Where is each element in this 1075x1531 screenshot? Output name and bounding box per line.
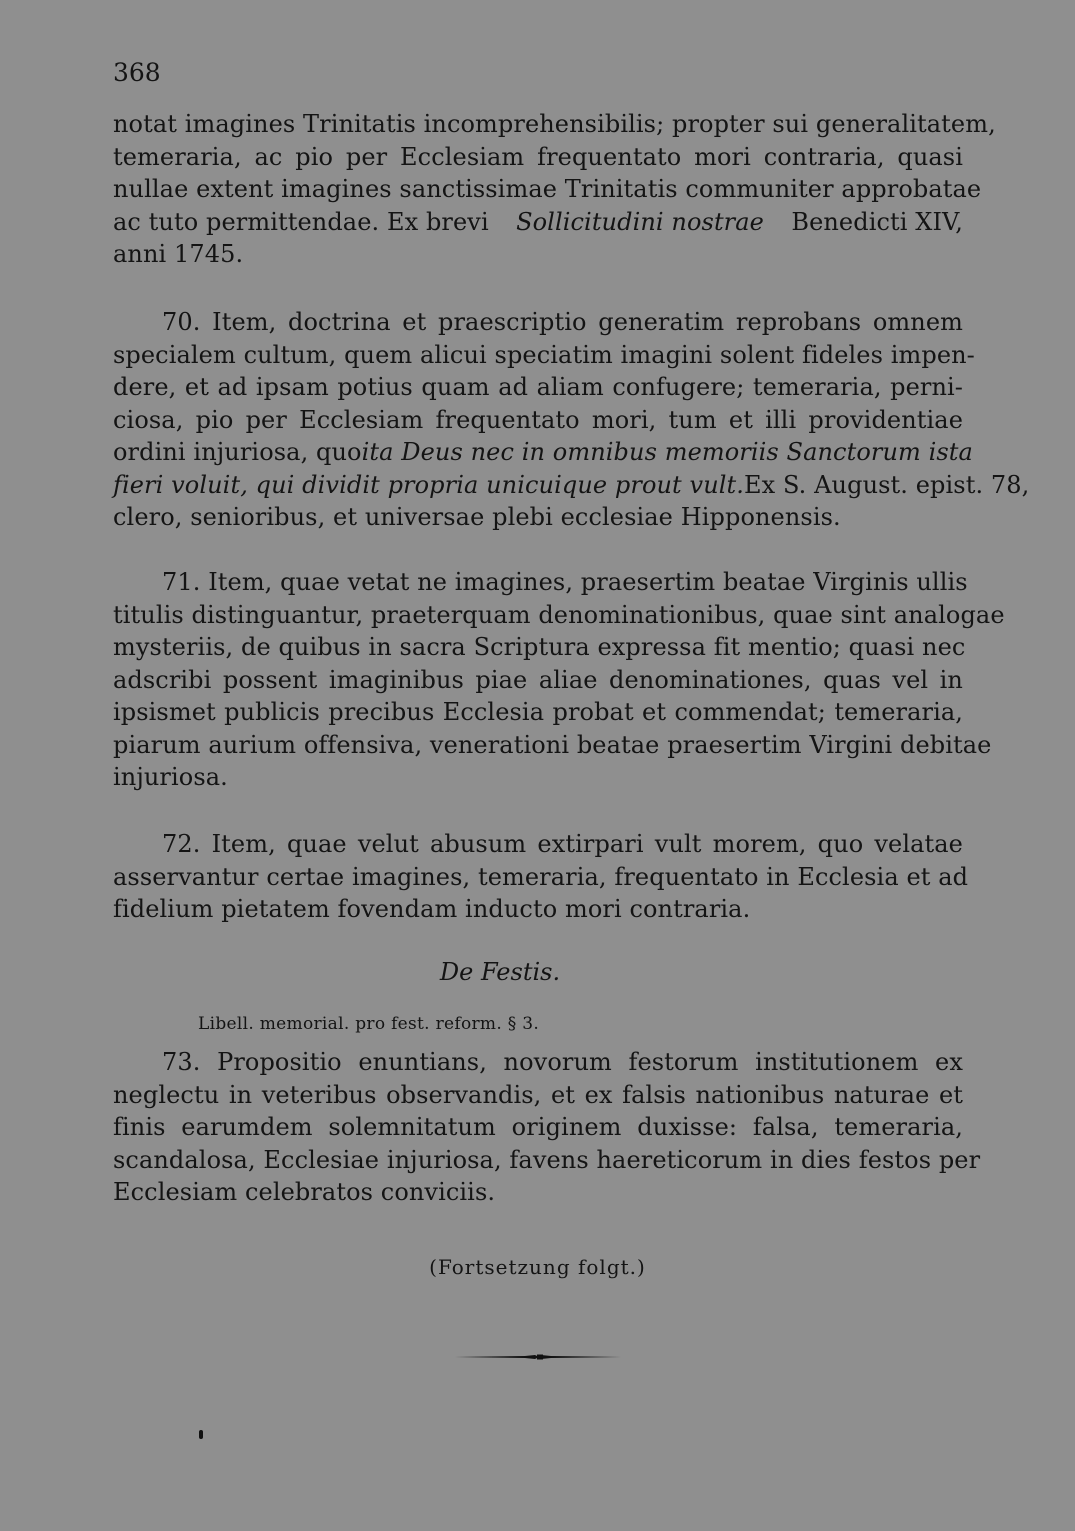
text-line: neglectu in veteribus observandis, et ex falsis nationibus naturae et [113, 1080, 963, 1109]
text-line: piarum aurium offensiva, venerationi beatae praesertim Virgini debitae [113, 730, 992, 759]
paragraph-72 [113, 828, 969, 926]
text-line: adscribi possent imaginibus piae aliae denominationes, quas vel in [113, 665, 963, 694]
italic-quote: fieri voluit, qui dividit propria unicuique prout vult. [113, 470, 744, 499]
paragraph-continuation [113, 108, 996, 271]
text-line: ipsismet publicis precibus Ecclesia probat et commendat; temeraria, [113, 698, 963, 726]
text-line: 71. Item, quae vetat ne imagines, praesertim beatae Virginis ullis [162, 568, 968, 596]
text-line: titulis distinguantur, praeterquam denominationibus, quae sint analogae [113, 600, 1005, 629]
text-line: mysteriis, de quibus in sacra Scriptura expressa fit mentio; quasi nec [113, 633, 966, 661]
text-line: fidelium pietatem fovendam inducto mori contraria. [113, 895, 751, 923]
paragraph-73 [113, 1046, 981, 1209]
reference-line: Libell. memorial. pro fest. reform. § 3. [198, 1014, 540, 1034]
italic-quote: ita Deus nec in omnibus memoriis Sanctorum ista [361, 438, 973, 466]
text-line: temeraria, ac pio per Ecclesiam frequentato mori contraria, quasi [113, 142, 963, 171]
text-line: Ecclesiam celebratos conviciis. [113, 1178, 496, 1206]
text-line [113, 469, 1030, 502]
ornament-rule-icon [455, 1354, 621, 1360]
text-line: injuriosa. [113, 763, 228, 791]
text-line: notat imagines Trinitatis incomprehensibilis; propter sui generalitatem, [113, 110, 996, 138]
continued-note: (Fortsetzung folgt.) [429, 1255, 646, 1279]
paragraph-70 [113, 306, 1030, 534]
text-segment: ordini injuriosa, quo [113, 438, 362, 466]
text-line: 73. Propositio enuntians, novorum festorum institutionem ex [162, 1048, 963, 1076]
text-line [113, 436, 973, 469]
text-segment: Ex S. August. epist. 78, [744, 470, 1030, 499]
ink-speck [199, 1430, 203, 1439]
italic-title: Sollicitudini nostrae [516, 207, 764, 236]
text-line: asservantur certae imagines, temeraria, frequentato in Ecclesia et ad [113, 862, 969, 891]
text-line: anni 1745. [113, 240, 244, 268]
text-line: specialem cultum, quem alicui speciatim imagini solent fideles impen- [113, 340, 975, 369]
text-line: scandalosa, Ecclesiae injuriosa, favens haereticorum in dies festos per [113, 1145, 981, 1174]
text-line: dere, et ad ipsam potius quam ad aliam confugere; temeraria, perni- [113, 373, 963, 401]
section-heading: De Festis. [439, 958, 561, 986]
text-line: 72. Item, quae velut abusum extirpari vult morem, quo velatae [162, 830, 963, 858]
text-line: clero, senioribus, et universae plebi ecclesiae Hipponensis. [113, 503, 841, 531]
text-line: 70. Item, doctrina et praescriptio generatim reprobans omnem [162, 308, 963, 336]
text-line: finis earumdem solemnitatum originem duxisse: falsa, temeraria, [113, 1113, 963, 1141]
paragraph-71 [113, 566, 1005, 794]
text-segment: Benedicti XIV, [791, 207, 963, 236]
page-number: 368 [113, 58, 161, 87]
text-line: nullae extent imagines sanctissimae Trinitatis communiter approbatae [113, 175, 982, 203]
text-line [113, 206, 963, 239]
text-segment: ac tuto permittendae. Ex brevi [113, 207, 489, 236]
text-line: ciosa, pio per Ecclesiam frequentato mori, tum et illi providentiae [113, 405, 963, 434]
